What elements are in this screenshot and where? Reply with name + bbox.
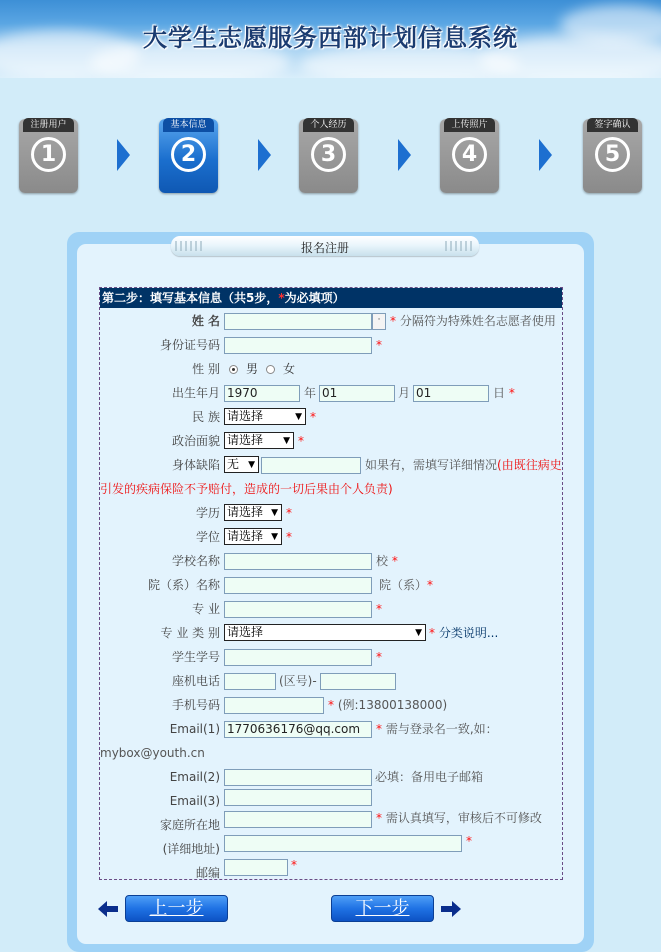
step-number: 5 (595, 137, 630, 172)
name-input[interactable] (224, 313, 372, 330)
disability-warning-cont: 引发的疾病保险不予赔付，造成的一切后果由个人负责) (100, 482, 393, 496)
step-label: 上传照片 (444, 118, 495, 132)
form-section-header: 第二步：填写基本信息（共5步，*为必填项） (100, 288, 562, 308)
required-mark: * (286, 530, 292, 544)
email1-input[interactable]: 1770636176@qq.com (224, 721, 372, 738)
name-separator-button[interactable]: · (372, 313, 386, 330)
postcode-label: 邮编 (195, 866, 220, 880)
year-unit: 年 (304, 386, 317, 400)
gender-female-label: 女 (283, 362, 296, 376)
site-title: 大学生志愿服务西部计划信息系统 (143, 23, 518, 52)
gender-female-radio[interactable] (266, 365, 275, 374)
landline-label: 座机电话 (171, 674, 220, 688)
area-code-note: (区号)- (279, 674, 317, 688)
address-input[interactable] (224, 835, 462, 852)
email2-note: 必填：备用电子邮箱 (375, 770, 484, 784)
home-region-note: 需认真填写，审核后不可修改 (385, 811, 542, 825)
step-label: 基本信息 (163, 118, 214, 132)
required-mark: * (310, 410, 316, 424)
step-number: 4 (452, 137, 487, 172)
landline-number-input[interactable] (320, 673, 396, 690)
email1-label: Email(1) (169, 722, 220, 736)
gender-male-label: 男 (246, 362, 259, 376)
panel-title: 报名注册 (300, 241, 349, 255)
header-banner (0, 0, 661, 78)
step-label: 个人经历 (303, 118, 354, 132)
gender-label: 性 别 (192, 362, 220, 376)
month-unit: 月 (398, 386, 411, 400)
mobile-input[interactable] (224, 697, 324, 714)
step-arrow-icon (539, 139, 552, 171)
major-label: 专 业 (192, 602, 220, 616)
idcard-label: 身份证号码 (159, 338, 220, 352)
address-label: (详细地址) (162, 842, 220, 856)
idcard-input[interactable] (224, 337, 372, 354)
school-label: 学校名称 (171, 554, 220, 568)
step-number: 3 (311, 137, 346, 172)
email2-input[interactable] (224, 769, 372, 786)
step-5-signature (583, 119, 642, 193)
step-label: 注册用户 (23, 118, 74, 132)
mobile-label: 手机号码 (171, 698, 220, 712)
major-input[interactable] (224, 601, 372, 618)
gender-male-radio[interactable] (229, 365, 238, 374)
area-code-input[interactable] (224, 673, 276, 690)
email1-example: mybox@youth.cn (100, 746, 205, 760)
day-unit: 日 (493, 386, 506, 400)
required-mark: * (291, 858, 297, 872)
chevron-down-icon: ▼ (295, 412, 302, 422)
political-label: 政治面貌 (171, 434, 220, 448)
ethnicity-select[interactable]: 请选择 ▼ (224, 408, 306, 425)
department-suffix: 院（系） (379, 578, 428, 592)
email3-label: Email(3) (169, 794, 220, 808)
name-label: 姓 名 (191, 314, 220, 328)
required-mark: * (466, 834, 472, 848)
student-id-label: 学生学号 (171, 650, 220, 664)
email2-label: Email(2) (169, 770, 220, 784)
category-help-link[interactable]: 分类说明... (438, 626, 499, 640)
home-region-input[interactable] (224, 811, 372, 828)
degree-label: 学位 (195, 530, 220, 544)
chevron-down-icon: ▼ (415, 628, 422, 638)
school-suffix: 校 (376, 554, 389, 568)
step-3-experience (299, 119, 358, 193)
next-step-button[interactable]: 下一步 (331, 895, 434, 922)
ethnicity-label: 民 族 (192, 410, 220, 424)
chevron-down-icon: ▼ (271, 532, 278, 542)
step-1-register (19, 119, 78, 193)
major-category-label: 专 业 类 别 (160, 626, 220, 640)
arrow-right-icon (441, 900, 461, 918)
required-mark: * (298, 434, 304, 448)
birth-label: 出生年月 (171, 386, 220, 400)
political-select[interactable]: 请选择 ▼ (224, 432, 294, 449)
step-2-basic-info (159, 119, 218, 193)
required-mark: * (376, 338, 382, 352)
birth-day-input[interactable]: 01 (413, 385, 489, 402)
step-arrow-icon (398, 139, 411, 171)
required-mark: * (376, 602, 382, 616)
student-id-input[interactable] (224, 649, 372, 666)
chevron-down-icon: ▼ (283, 436, 290, 446)
required-mark: * (286, 506, 292, 520)
disability-warning: (由既往病史 (497, 458, 562, 472)
postcode-input[interactable] (224, 859, 288, 876)
birth-month-input[interactable]: 01 (319, 385, 395, 402)
arrow-left-icon (98, 900, 118, 918)
disability-label: 身体缺陷 (171, 458, 220, 472)
mobile-example: (例:13800138000) (337, 698, 448, 712)
department-label: 院（系）名称 (147, 578, 220, 592)
disability-select[interactable]: 无 ▼ (224, 456, 259, 473)
education-select[interactable]: 请选择 ▼ (224, 504, 282, 521)
home-region-label: 家庭所在地 (159, 818, 220, 832)
step-4-upload-photo (440, 119, 499, 193)
disability-detail-input[interactable] (261, 457, 361, 474)
chevron-down-icon: ▼ (248, 460, 255, 470)
major-category-select[interactable]: 请选择 ▼ (224, 624, 426, 641)
email1-note: 需与登录名一致,如： (385, 722, 498, 736)
required-mark: * (376, 650, 382, 664)
education-label: 学历 (195, 506, 220, 520)
school-input[interactable] (224, 553, 372, 570)
name-note: 分隔符为特殊姓名志愿者使用 (399, 314, 556, 328)
step-arrow-icon (117, 139, 130, 171)
step-number: 1 (31, 137, 66, 172)
degree-select[interactable]: 请选择 ▼ (224, 528, 282, 545)
department-input[interactable] (224, 577, 372, 594)
step-label: 签字确认 (587, 118, 638, 132)
birth-year-input[interactable]: 1970 (224, 385, 300, 402)
chevron-down-icon: ▼ (271, 508, 278, 518)
prev-step-button[interactable]: 上一步 (125, 895, 228, 922)
email3-input[interactable] (224, 789, 372, 806)
step-arrow-icon (258, 139, 271, 171)
step-number: 2 (171, 137, 206, 172)
disability-note: 如果有，需填写详细情况 (365, 458, 498, 472)
